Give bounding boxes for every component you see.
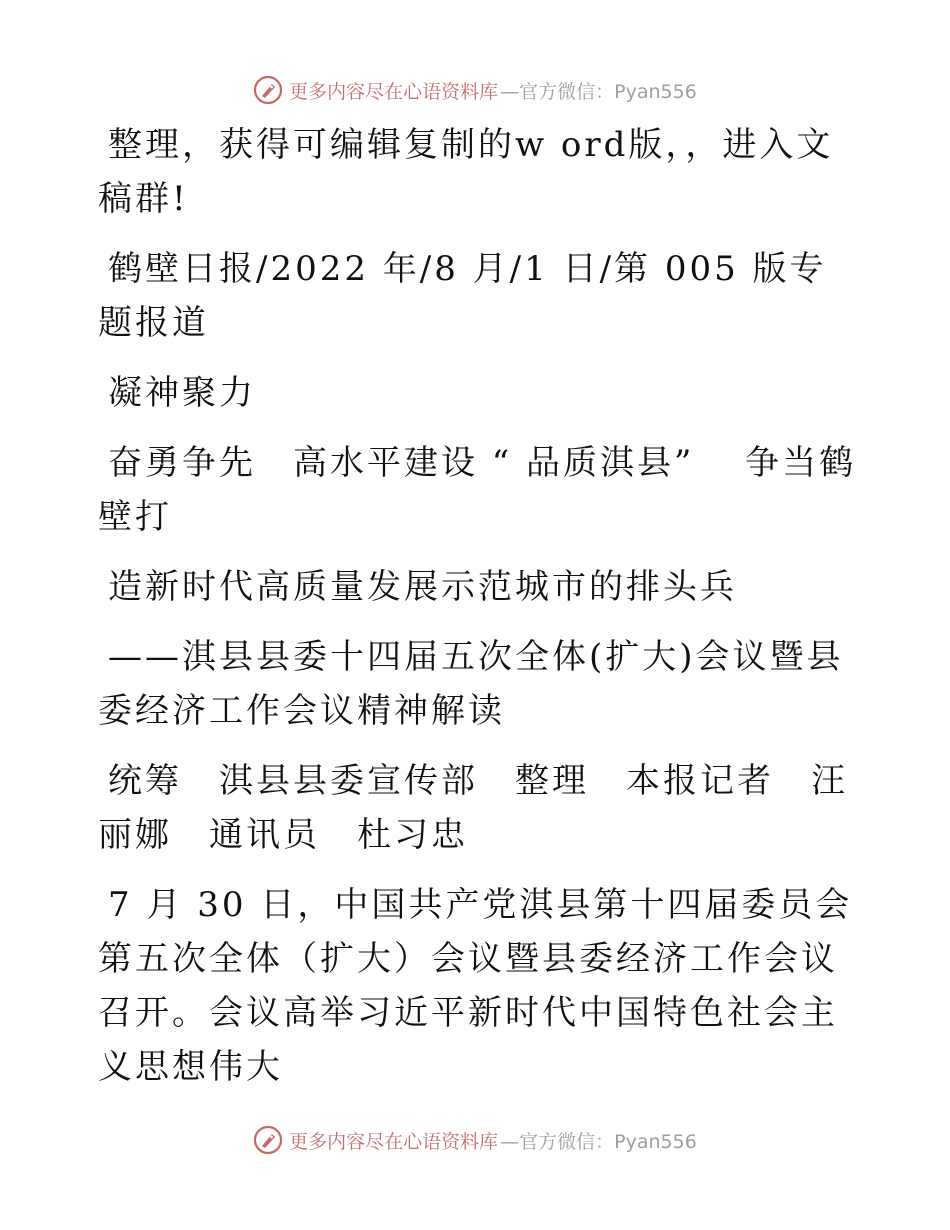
footer-watermark xyxy=(0,1120,950,1160)
body-paragraph: 7 月 30 日，中国共产党淇县第十四届委员会第五次全体（扩大）会议暨县委经济工作会议召开。会议高举习近平新时代中国特色社会主义思想伟大 xyxy=(98,885,853,1087)
byline: 统筹 淇县县委宣传部 整理 本报记者 汪丽娜 通讯员 杜习忠 xyxy=(98,761,848,855)
watermark-site-text: 更多内容尽在心语资料库 xyxy=(289,80,499,103)
watermark-contact-text: —官方微信：Pyan556 xyxy=(500,1130,697,1153)
pen-nib-icon xyxy=(253,75,283,105)
headline-line-1: 凝神聚力 xyxy=(108,373,256,413)
source-line: 鹤壁日报/2022 年/8 月/1 日/第 005 版专题报道 xyxy=(98,249,827,343)
watermark-site-text: 更多内容尽在心语资料库 xyxy=(289,1130,499,1153)
headline-line-2: 奋勇争先 高水平建设 “ 品质淇县” 争当鹤壁打 xyxy=(98,443,857,537)
subtitle-line: ——淇县县委十四届五次全体(扩大)会议暨县委经济工作会议精神解读 xyxy=(98,637,844,731)
pen-nib-icon xyxy=(253,1125,283,1155)
headline-line-3: 造新时代高质量发展示范城市的排头兵 xyxy=(108,567,737,607)
document-body xyxy=(98,118,858,1094)
watermark-contact-text: —官方微信：Pyan556 xyxy=(500,80,697,103)
header-watermark xyxy=(0,70,950,110)
intro-paragraph: 整理，获得可编辑复制的w ord版，，进入文稿群! xyxy=(98,125,834,219)
